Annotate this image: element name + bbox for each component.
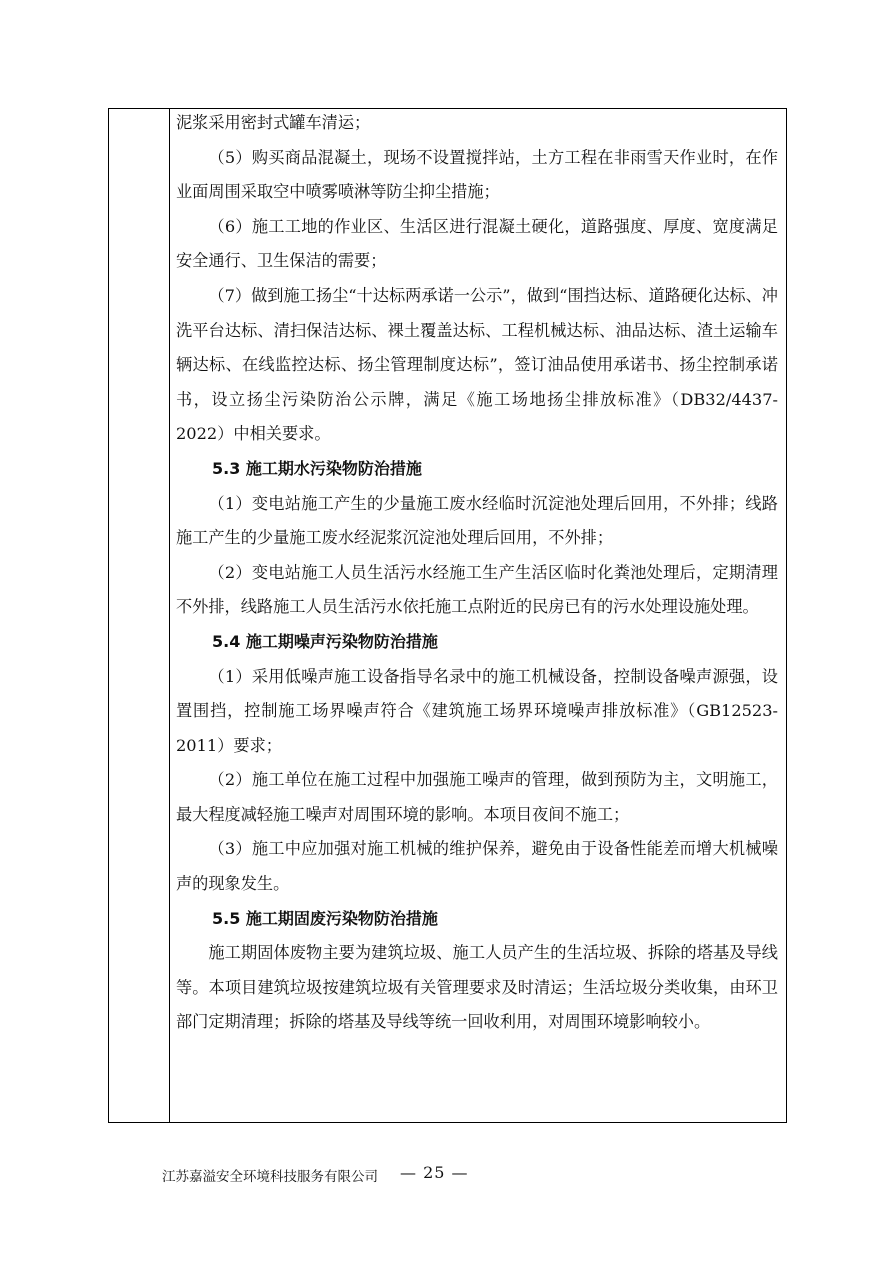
page-number: — 25 — <box>400 1163 469 1182</box>
paragraph: （1）变电站施工产生的少量施工废水经临时沉淀池处理后回用，不外排；线路施工产生的少量施工废水经泥浆沉淀池处理后回用，不外排； <box>176 493 778 548</box>
document-body <box>176 106 778 1040</box>
paragraph: 泥浆采用密封式罐车清运； <box>176 113 371 132</box>
section-heading: 5.3 施工期水污染物防治措施 <box>212 458 422 478</box>
company-name: 江苏嘉溢安全环境科技服务有限公司 <box>162 1169 378 1185</box>
paragraph: （1）采用低噪声施工设备指导名录中的施工机械设备，控制设备噪声源强，设置围挡，控制施工场界噪声符合《建筑施工场界环境噪声排放标准》（GB12523-2011）要求； <box>176 666 778 755</box>
paragraph: （7）做到施工扬尘“十达标两承诺一公示”，做到“围挡达标、道路硬化达标、冲洗平台达标、清扫保洁达标、裸土覆盖达标、工程机械达标、油品达标、渣土运输车辆达标、在线监控达标、扬尘管理制度达标”，签订油品使用承诺书、扬尘控制承诺书，设立扬尘污染防治公示牌，满足《施工场地扬尘排放标准》（DB32/4437-2022）中相关要求。 <box>176 285 778 444</box>
paragraph: （6）施工工地的作业区、生活区进行混凝土硬化，道路强度、厚度、宽度满足安全通行、卫生保洁的需要； <box>176 216 778 271</box>
paragraph: （3）施工中应加强对施工机械的维护保养，避免由于设备性能差而增大机械噪声的现象发生。 <box>176 839 778 894</box>
section-heading: 5.4 施工期噪声污染物防治措施 <box>212 631 438 651</box>
paragraph: 施工期固体废物主要为建筑垃圾、施工人员产生的生活垃圾、拆除的塔基及导线等。本项目建筑垃圾按建筑垃圾有关管理要求及时清运；生活垃圾分类收集，由环卫部门定期清理；拆除的塔基及导线等统一回收利用，对周围环境影响较小。 <box>176 943 778 1032</box>
paragraph: （2）变电站施工人员生活污水经施工生产生活区临时化粪池处理后，定期清理不外排，线路施工人员生活污水依托施工点附近的民房已有的污水处理设施处理。 <box>176 562 778 617</box>
paragraph: （5）购买商品混凝土，现场不设置搅拌站，土方工程在非雨雪天作业时，在作业面周围采取空中喷雾喷淋等防尘抑尘措施； <box>176 147 778 202</box>
page-footer <box>0 1165 892 1189</box>
section-heading: 5.5 施工期固废污染物防治措施 <box>212 908 438 928</box>
paragraph: （2）施工单位在施工过程中加强施工噪声的管理，做到预防为主，文明施工，最大程度减轻施工噪声对周围环境的影响。本项目夜间不施工； <box>176 770 778 824</box>
column-divider <box>169 109 170 1122</box>
